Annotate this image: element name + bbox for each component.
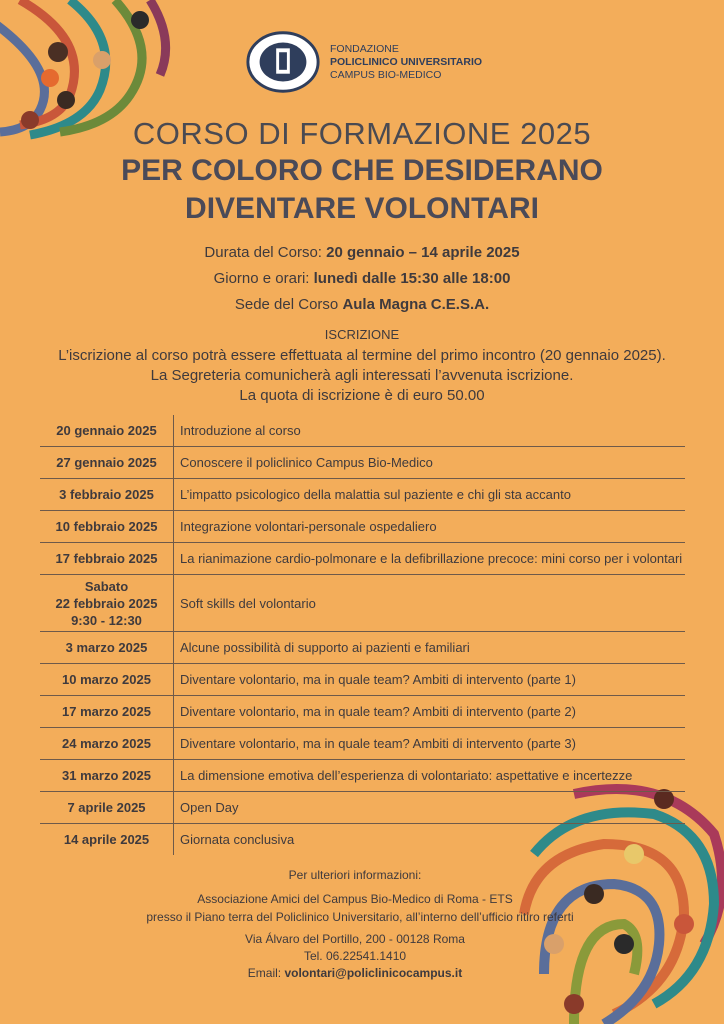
table-row: [40, 447, 685, 479]
duration-value: 20 gennaio – 14 aprile 2025: [326, 244, 520, 261]
email-label: Email:: [247, 966, 282, 980]
session-date: 14 aprile 2025: [40, 824, 174, 855]
address: Via Álvaro del Portillo, 200 - 00128 Roma: [245, 932, 465, 946]
session-date: 24 marzo 2025: [40, 728, 174, 759]
session-topic: Open Day: [180, 800, 239, 815]
session-date: 10 febbraio 2025: [40, 511, 174, 542]
session-date: 20 gennaio 2025: [40, 415, 174, 446]
schedule-table: [40, 415, 685, 855]
email-link[interactable]: volontari@policlinicocampus.it: [284, 966, 463, 980]
schedule-line: [0, 270, 724, 287]
session-date: 3 marzo 2025: [40, 632, 174, 663]
email-line: [120, 966, 590, 980]
session-topic: Diventare volontario, ma in quale team? Ambiti di intervento (parte 2): [180, 704, 576, 719]
session-date: 22 febbraio 2025: [55, 595, 158, 611]
venue-label: Sede del Corso: [234, 296, 339, 313]
registration-text-2: La Segreteria comunicherà agli interessati l’avvenuta iscrizione.: [150, 367, 574, 384]
course-title: CORSO DI FORMAZIONE 2025: [132, 116, 592, 151]
association-name: Associazione Amici del Campus Bio-Medico di Roma - ETS: [197, 892, 513, 906]
duration-label: Durata del Corso:: [204, 244, 322, 261]
registration-text-3: La quota di iscrizione è di euro 50.00: [239, 387, 485, 404]
registration-heading: ISCRIZIONE: [324, 327, 400, 342]
venue-value: Aula Magna C.E.S.A.: [342, 296, 490, 313]
table-row: [40, 632, 685, 664]
logo-line-3: CAMPUS BIO-MEDICO: [330, 68, 442, 81]
session-topic: Integrazione volontari-personale ospedaliero: [180, 519, 437, 534]
session-topic: Diventare volontario, ma in quale team? Ambiti di intervento (parte 1): [180, 672, 576, 687]
session-topic: Giornata conclusiva: [180, 832, 295, 847]
session-topic: Alcune possibilità di supporto ai pazienti e familiari: [180, 640, 470, 655]
session-topic: La dimensione emotiva dell’esperienza di volontariato: aspettative e incertezze: [180, 768, 633, 783]
table-row: [40, 664, 685, 696]
session-date: 10 marzo 2025: [40, 664, 174, 695]
subtitle-line-2: DIVENTARE VOLONTARI: [185, 192, 539, 225]
contact-intro: Per ulteriori informazioni:: [288, 868, 422, 882]
session-topic: Conoscere il policlinico Campus Bio-Medico: [180, 455, 433, 470]
session-date-block: [40, 575, 174, 631]
day-time-value: lunedì dalle 15:30 alle 18:00: [313, 270, 511, 287]
university-seal-icon: [244, 30, 322, 94]
session-day: Sabato: [84, 578, 129, 594]
table-row: [40, 575, 685, 632]
session-topic: La rianimazione cardio-polmonare e la defibrillazione precoce: mini corso per i volontari: [180, 551, 683, 566]
table-row: [40, 824, 685, 855]
session-date: 27 gennaio 2025: [40, 447, 174, 478]
table-row: [40, 479, 685, 511]
session-topic: Soft skills del volontario: [180, 595, 316, 611]
table-row: [40, 511, 685, 543]
foundation-logo: [244, 30, 482, 94]
table-row: [40, 696, 685, 728]
session-date: 31 marzo 2025: [40, 760, 174, 791]
table-row: [40, 728, 685, 760]
table-row: [40, 543, 685, 575]
phone: Tel. 06.22541.1410: [303, 949, 407, 963]
office-location: presso il Piano terra del Policlinico Universitario, all’interno dell’ufficio ritiro referti: [146, 910, 574, 924]
logo-line-2: POLICLINICO UNIVERSITARIO: [330, 55, 483, 68]
day-time-label: Giorno e orari:: [213, 270, 310, 287]
venue-line: [0, 296, 724, 313]
session-date: 17 febbraio 2025: [40, 543, 174, 574]
session-date: 3 febbraio 2025: [40, 479, 174, 510]
session-topic: Diventare volontario, ma in quale team? Ambiti di intervento (parte 3): [180, 736, 576, 751]
session-date: 17 marzo 2025: [40, 696, 174, 727]
table-row: [40, 760, 685, 792]
session-time: 9:30 - 12:30: [71, 612, 142, 628]
table-row: [40, 415, 685, 447]
course-subtitle: [0, 152, 724, 228]
subtitle-line-1: PER COLORO CHE DESIDERANO: [121, 154, 603, 187]
table-row: [40, 792, 685, 824]
registration-text-1: L’iscrizione al corso potrà essere effettuata al termine del primo incontro (20 gennaio 2025).: [58, 347, 666, 364]
session-date: 7 aprile 2025: [40, 792, 174, 823]
logo-line-1: FONDAZIONE: [330, 42, 399, 55]
session-topic: Introduzione al corso: [180, 423, 301, 438]
duration-line: [0, 244, 724, 261]
session-topic: L’impatto psicologico della malattia sul paziente e chi gli sta accanto: [180, 487, 571, 502]
